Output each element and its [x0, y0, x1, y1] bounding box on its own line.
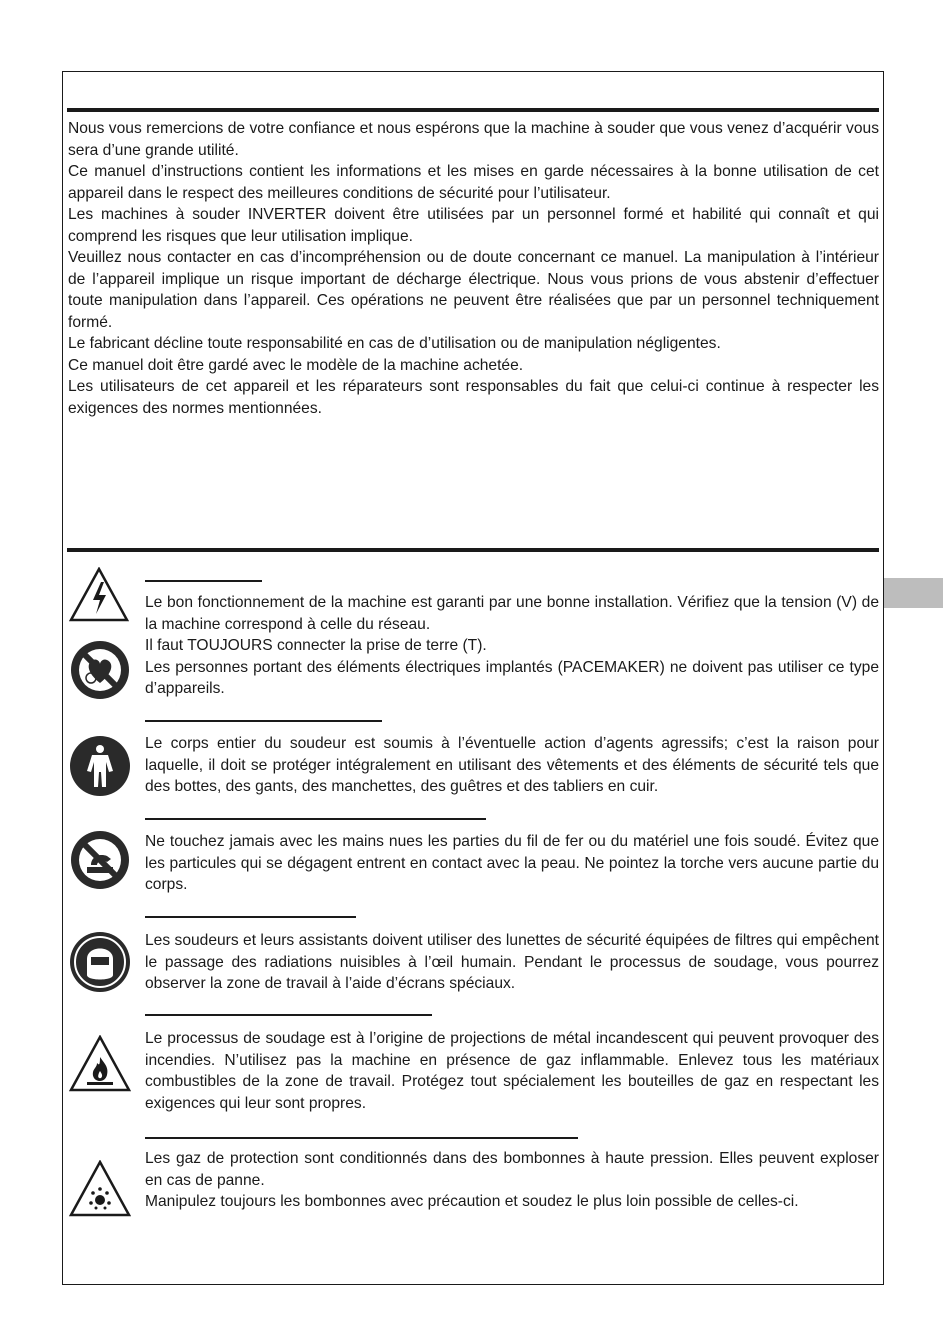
safety-rule [67, 548, 879, 552]
welding-mask-icon [69, 931, 131, 993]
electric-paragraph: Les personnes portant des éléments électriques implantés (PACEMAKER) ne doivent pas utiliser ce type d’appareils. [145, 658, 879, 697]
section-heading-line [145, 1014, 432, 1016]
intro-paragraph: Les utilisateurs de cet appareil et les réparateurs sont responsables du fait que celui-ci continue à respecter les exigences des normes mentionnées. [68, 378, 879, 417]
radiation-section [145, 930, 879, 995]
gas-section [145, 1148, 879, 1213]
section-heading-line [145, 1137, 578, 1139]
section-heading-line [145, 580, 262, 582]
intro-paragraph: Les machines à souder INVERTER doivent être utilisées par un personnel formé et habilité qui connaît et qui comprend les risques que leur utilisation implique. [68, 206, 879, 245]
section-heading-line [145, 720, 382, 722]
side-tab [884, 578, 943, 608]
protection-paragraph: Le corps entier du soudeur est soumis à l’éventuelle action d’agents agressifs; c’est la raison pour laquelle, il doit se protéger intégralement en utilisant des vêtements et des éléments de sécurité tels que des bottes, des gants, des manchettes, des guêtres et des tabliers en cuir. [145, 735, 879, 795]
protective-clothing-icon [69, 735, 131, 797]
intro-paragraph: Le fabricant décline toute responsabilité en cas de d’utilisation ou de manipulation négligentes. [68, 335, 721, 352]
intro-rule [67, 108, 879, 112]
burns-paragraph: Ne touchez jamais avec les mains nues les parties du fil de fer ou du matériel une fois soudé. Évitez que les particules qui se dégagent entrent en contact avec la peau. Ne pointez la torche vers aucune partie du corps. [145, 833, 879, 893]
section-heading-line [145, 818, 486, 820]
intro-paragraph: Ce manuel d’instructions contient les informations et les mises en garde nécessaires à la bonne utilisation de cet appareil dans le respect des meilleures conditions de sécurité pour l’utilisateur. [68, 163, 879, 202]
radiation-paragraph: Les soudeurs et leurs assistants doivent utiliser des lunettes de sécurité équipées de filtres qui empêchent le passage des radiations nuisibles à l’œil humain. Pendant le processus de soudage, vous pourrez observer la zone de travail à l’aide d’écrans spéciaux. [145, 932, 879, 992]
protection-section [145, 733, 879, 798]
electric-section [145, 592, 879, 700]
intro-paragraph: Ce manuel doit être gardé avec le modèle de la machine achetée. [68, 356, 524, 374]
pacemaker-prohibited-icon [69, 639, 131, 701]
explosion-warning-icon [69, 1160, 131, 1218]
electric-paragraph: Le bon fonctionnement de la machine est garanti par une bonne installation. Vérifiez que la tension (V) de la machine correspond à celle du réseau. [145, 594, 879, 633]
intro-paragraph: Nous vous remercions de votre confiance et nous espérons que la machine à souder que vous venez d’acquérir vous sera d’une grande utilité. [68, 120, 879, 159]
fire-paragraph: Le processus de soudage est à l’origine de projections de métal incandescent qui peuvent provoquer des incendies. N’utilisez pas la machine en présence de gaz inflammable. Enlevez tous les matériaux combustibles de la zone de travail. Protégez tout spécialement les bouteilles de gaz en respectant les exigences qui leur sont propres. [145, 1030, 879, 1112]
electric-warning-icon [69, 567, 129, 623]
fire-warning-icon [69, 1035, 131, 1093]
intro-paragraph: Veuillez nous contacter en cas d’incompréhension ou de doute concernant ce manuel. La manipulation à l’intérieur de l’appareil implique un risque important de décharge électrique. Nous vous prions de vous abstenir d’effectuer toute manipulation dans l’appareil. Ces opérations ne peuvent être réalisées que par un personnel techniquement formé. [68, 249, 879, 331]
intro-text [68, 118, 879, 419]
gas-paragraph: Manipulez toujours les bombonnes avec précaution et soudez le plus loin possible de celles-ci. [145, 1193, 799, 1210]
section-heading-line [145, 916, 356, 918]
do-not-touch-icon [69, 829, 131, 891]
gas-paragraph: Les gaz de protection sont conditionnés dans des bombonnes à haute pression. Elles peuvent exploser en cas de panne. [145, 1150, 879, 1189]
electric-paragraph: Il faut TOUJOURS connecter la prise de terre (T). [145, 637, 487, 654]
burns-section [145, 831, 879, 896]
fire-section [145, 1028, 879, 1114]
